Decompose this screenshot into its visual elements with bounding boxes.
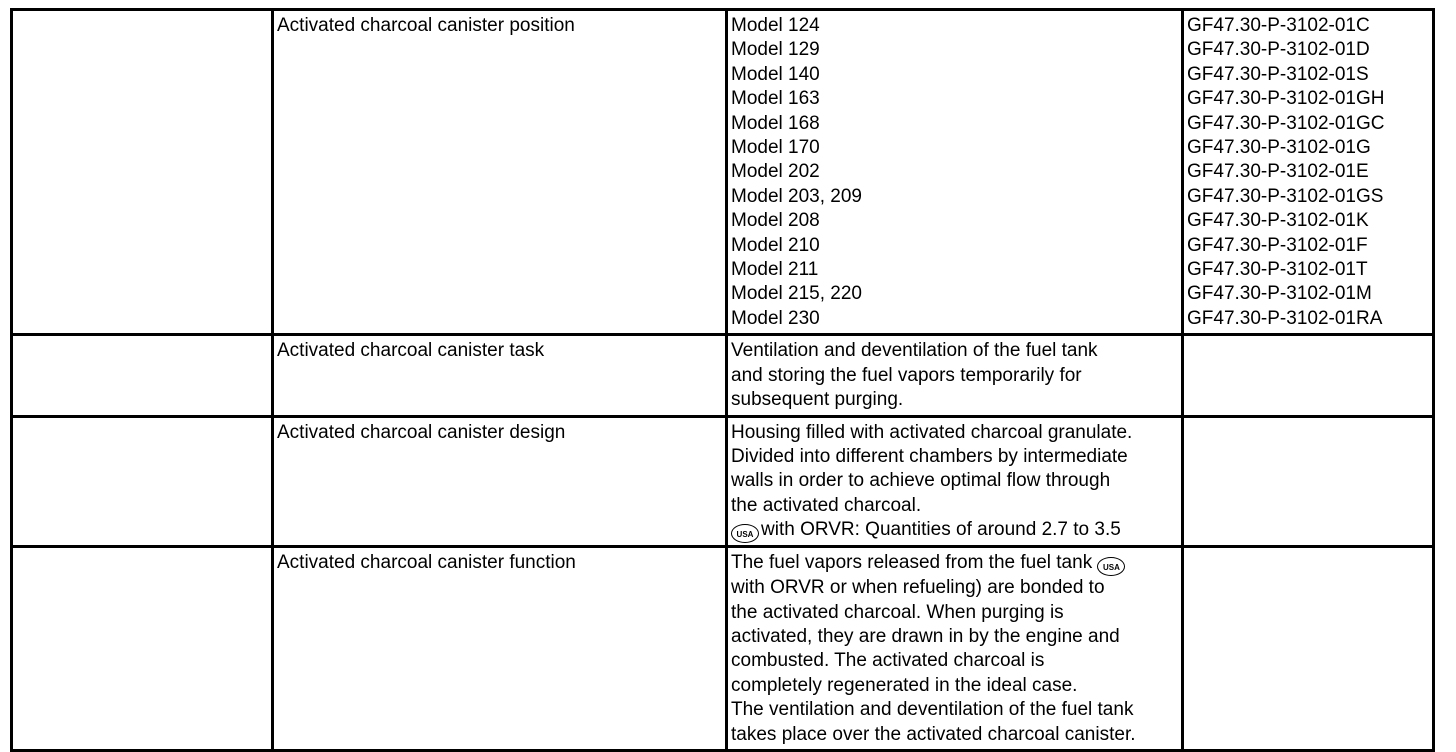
- table-row-design: [12, 416, 1434, 547]
- description-line: with ORVR or when refueling) are bonded to: [731, 577, 1105, 599]
- model-item: Model 208: [731, 210, 820, 232]
- topic-text: Activated charcoal canister task: [277, 340, 545, 362]
- description-line: Divided into different chambers by intermediate: [731, 445, 1128, 467]
- usa-icon: USA: [731, 524, 759, 543]
- model-item: Model 140: [731, 63, 820, 85]
- description-line: the activated charcoal. When purging is: [731, 601, 1064, 623]
- table-row-position: [12, 10, 1434, 335]
- ref-link[interactable]: GF47.30-P-3102-01M: [1187, 283, 1372, 305]
- model-item: Model 211: [731, 259, 819, 281]
- empty-cell: [12, 547, 273, 751]
- topic-cell: [273, 335, 727, 416]
- description-line: The ventilation and deventilation of the fuel tank: [731, 699, 1134, 721]
- table-row-function: [12, 547, 1434, 751]
- topic-cell: [273, 10, 727, 335]
- model-item: Model 215, 220: [731, 283, 862, 305]
- ref-link[interactable]: GF47.30-P-3102-01C: [1187, 15, 1370, 36]
- ref-link[interactable]: GF47.30-P-3102-01T: [1187, 259, 1368, 281]
- models-cell: [727, 10, 1183, 335]
- description-line: Housing filled with activated charcoal granulate.: [731, 421, 1133, 443]
- first-line-text: The fuel vapors released from the fuel tank: [731, 552, 1093, 574]
- refs-cell: [1183, 335, 1434, 416]
- model-item: Model 230: [731, 307, 820, 329]
- model-item: Model 163: [731, 88, 820, 110]
- model-item: Model 202: [731, 161, 820, 183]
- topic-cell: [273, 416, 727, 547]
- topic-cell: [273, 547, 727, 751]
- model-item: Model 168: [731, 112, 820, 134]
- ref-link[interactable]: GF47.30-P-3102-01F: [1187, 234, 1368, 256]
- usa-icon: USA: [1097, 557, 1125, 576]
- ref-link[interactable]: GF47.30-P-3102-01GC: [1187, 112, 1385, 134]
- description-line: takes place over the activated charcoal canister.: [731, 723, 1136, 745]
- refs-cell: [1183, 416, 1434, 547]
- model-item: Model 129: [731, 39, 820, 61]
- description-line: walls in order to achieve optimal flow through: [731, 470, 1111, 492]
- topic-text: Activated charcoal canister function: [277, 552, 576, 574]
- topic-text: Activated charcoal canister position: [277, 15, 575, 36]
- ref-link[interactable]: GF47.30-P-3102-01GS: [1187, 185, 1384, 207]
- description-line: activated, they are drawn in by the engine and: [731, 625, 1120, 647]
- description-line: [731, 518, 1178, 543]
- description-line: and storing the fuel vapors temporarily for: [731, 364, 1082, 386]
- icon-line-text: with ORVR: Quantities of around 2.7 to 3.5: [761, 519, 1121, 541]
- ref-link[interactable]: GF47.30-P-3102-01RA: [1187, 307, 1383, 329]
- description-cell: [727, 416, 1183, 547]
- info-table: [10, 8, 1435, 752]
- description-line: completely regenerated in the ideal case.: [731, 674, 1078, 696]
- description-line: the activated charcoal.: [731, 494, 922, 516]
- model-item: Model 170: [731, 137, 820, 159]
- description-cell: [727, 335, 1183, 416]
- empty-cell: [12, 10, 273, 335]
- ref-link[interactable]: GF47.30-P-3102-01D: [1187, 39, 1370, 61]
- empty-cell: [12, 335, 273, 416]
- ref-link[interactable]: GF47.30-P-3102-01S: [1187, 63, 1369, 85]
- model-item: Model 210: [731, 234, 820, 256]
- refs-cell: [1183, 10, 1434, 335]
- description-line: subsequent purging.: [731, 389, 904, 411]
- description-line: [731, 551, 1178, 576]
- ref-link[interactable]: GF47.30-P-3102-01E: [1187, 161, 1369, 183]
- refs-cell: [1183, 547, 1434, 751]
- ref-link[interactable]: GF47.30-P-3102-01GH: [1187, 88, 1385, 110]
- topic-text: Activated charcoal canister design: [277, 421, 566, 443]
- ref-link[interactable]: GF47.30-P-3102-01K: [1187, 210, 1369, 232]
- description-line: combusted. The activated charcoal is: [731, 650, 1045, 672]
- model-item: Model 124: [731, 15, 820, 36]
- empty-cell: [12, 416, 273, 547]
- description-line: Ventilation and deventilation of the fuel tank: [731, 340, 1098, 362]
- model-item: Model 203, 209: [731, 185, 862, 207]
- table-row-task: [12, 335, 1434, 416]
- ref-link[interactable]: GF47.30-P-3102-01G: [1187, 137, 1371, 159]
- description-cell: [727, 547, 1183, 751]
